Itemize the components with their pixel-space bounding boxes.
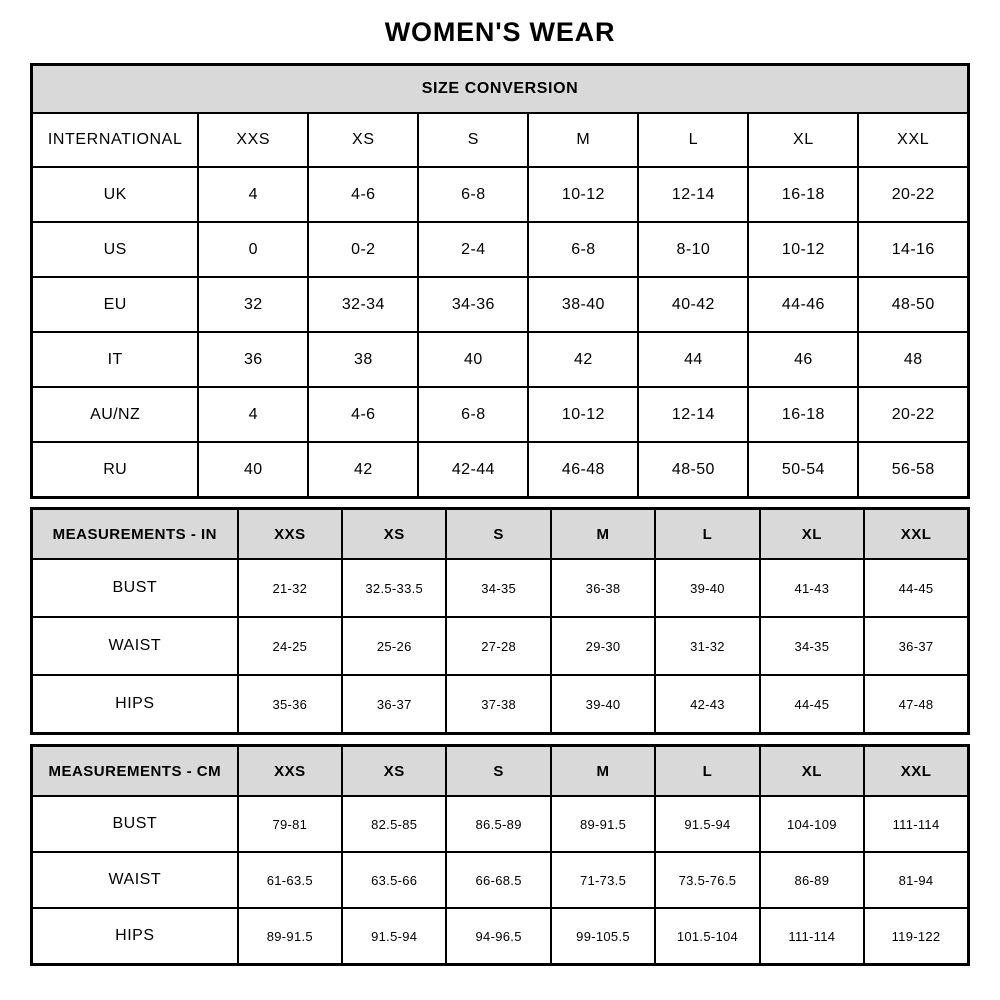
value-cell: 34-35 — [760, 617, 864, 675]
value-cell: 48-50 — [638, 442, 748, 498]
column-header-row — [32, 746, 969, 797]
value-cell: 8-10 — [638, 222, 748, 277]
value-cell: 111-114 — [760, 908, 864, 965]
value-cell: 99-105.5 — [551, 908, 655, 965]
value-cell: 25-26 — [342, 617, 446, 675]
value-cell: 4 — [198, 387, 308, 442]
row-label: IT — [32, 332, 199, 387]
value-cell: 10-12 — [528, 167, 638, 222]
size-column-header: L — [655, 746, 759, 797]
value-cell: 39-40 — [655, 559, 759, 617]
size-column-header: XL — [760, 509, 864, 560]
value-cell: 36-37 — [342, 675, 446, 734]
table-row — [32, 617, 969, 675]
row-label: WAIST — [32, 852, 238, 908]
value-cell: 4-6 — [308, 167, 418, 222]
row-label: US — [32, 222, 199, 277]
column-header-row — [32, 113, 969, 167]
value-cell: 44-45 — [760, 675, 864, 734]
value-cell: 14-16 — [858, 222, 968, 277]
value-cell: 66-68.5 — [446, 852, 550, 908]
size-column-header: XS — [342, 746, 446, 797]
value-cell: 61-63.5 — [238, 852, 342, 908]
value-cell: 12-14 — [638, 167, 748, 222]
value-cell: 4-6 — [308, 387, 418, 442]
column-header-row — [32, 509, 969, 560]
value-cell: 40 — [418, 332, 528, 387]
page-title: WOMEN'S WEAR — [384, 17, 616, 47]
value-cell: 89-91.5 — [551, 796, 655, 852]
value-cell: 91.5-94 — [342, 908, 446, 965]
value-cell: 34-36 — [418, 277, 528, 332]
table-row — [32, 167, 969, 222]
size-column-header: XXL — [864, 509, 968, 560]
size-column-header: XXL — [858, 113, 968, 167]
value-cell: 6-8 — [418, 167, 528, 222]
value-cell: 104-109 — [760, 796, 864, 852]
value-cell: 27-28 — [446, 617, 550, 675]
value-cell: 63.5-66 — [342, 852, 446, 908]
value-cell: 56-58 — [858, 442, 968, 498]
value-cell: 38 — [308, 332, 418, 387]
value-cell: 44-45 — [864, 559, 968, 617]
value-cell: 32-34 — [308, 277, 418, 332]
value-cell: 119-122 — [864, 908, 968, 965]
value-cell: 46-48 — [528, 442, 638, 498]
table-banner-row — [32, 65, 969, 114]
value-cell: 0 — [198, 222, 308, 277]
value-cell: 89-91.5 — [238, 908, 342, 965]
row-label: HIPS — [32, 908, 238, 965]
table-row — [32, 332, 969, 387]
size-column-header: M — [551, 509, 655, 560]
value-cell: 36-38 — [551, 559, 655, 617]
value-cell: 0-2 — [308, 222, 418, 277]
size-column-header: S — [446, 746, 550, 797]
value-cell: 29-30 — [551, 617, 655, 675]
value-cell: 38-40 — [528, 277, 638, 332]
value-cell: 82.5-85 — [342, 796, 446, 852]
row-label: BUST — [32, 559, 238, 617]
value-cell: 20-22 — [858, 387, 968, 442]
table-row — [32, 852, 969, 908]
value-cell: 111-114 — [864, 796, 968, 852]
table-row — [32, 675, 969, 734]
value-cell: 40-42 — [638, 277, 748, 332]
value-cell: 50-54 — [748, 442, 858, 498]
size-conversion-table — [30, 63, 970, 499]
size-column-header: L — [638, 113, 748, 167]
value-cell: 36 — [198, 332, 308, 387]
row-label: AU/NZ — [32, 387, 199, 442]
size-column-header: L — [655, 509, 759, 560]
row-label-column-header: MEASUREMENTS - IN — [32, 509, 238, 560]
value-cell: 42-44 — [418, 442, 528, 498]
measurements-in-table — [30, 507, 970, 735]
size-column-header: XXL — [864, 746, 968, 797]
size-column-header: S — [418, 113, 528, 167]
size-column-header: XS — [342, 509, 446, 560]
value-cell: 10-12 — [748, 222, 858, 277]
value-cell: 42-43 — [655, 675, 759, 734]
size-column-header: XXS — [238, 509, 342, 560]
size-column-header: XXS — [198, 113, 308, 167]
value-cell: 46 — [748, 332, 858, 387]
value-cell: 16-18 — [748, 387, 858, 442]
value-cell: 34-35 — [446, 559, 550, 617]
value-cell: 91.5-94 — [655, 796, 759, 852]
value-cell: 39-40 — [551, 675, 655, 734]
table-row — [32, 277, 969, 332]
value-cell: 16-18 — [748, 167, 858, 222]
value-cell: 10-12 — [528, 387, 638, 442]
size-column-header: S — [446, 509, 550, 560]
value-cell: 4 — [198, 167, 308, 222]
measurements-cm-table — [30, 744, 970, 966]
value-cell: 47-48 — [864, 675, 968, 734]
row-label: HIPS — [32, 675, 238, 734]
value-cell: 44 — [638, 332, 748, 387]
table-row — [32, 387, 969, 442]
value-cell: 73.5-76.5 — [655, 852, 759, 908]
table-row — [32, 908, 969, 965]
row-label: BUST — [32, 796, 238, 852]
size-column-header: XL — [760, 746, 864, 797]
row-label-column-header: MEASUREMENTS - CM — [32, 746, 238, 797]
size-column-header: M — [528, 113, 638, 167]
value-cell: 32.5-33.5 — [342, 559, 446, 617]
value-cell: 81-94 — [864, 852, 968, 908]
table-row — [32, 442, 969, 498]
value-cell: 6-8 — [418, 387, 528, 442]
value-cell: 86.5-89 — [446, 796, 550, 852]
table-row — [32, 222, 969, 277]
value-cell: 41-43 — [760, 559, 864, 617]
value-cell: 86-89 — [760, 852, 864, 908]
table-row — [32, 796, 969, 852]
value-cell: 20-22 — [858, 167, 968, 222]
value-cell: 79-81 — [238, 796, 342, 852]
row-label-column-header: INTERNATIONAL — [32, 113, 199, 167]
value-cell: 48-50 — [858, 277, 968, 332]
row-label: EU — [32, 277, 199, 332]
value-cell: 21-32 — [238, 559, 342, 617]
size-column-header: XS — [308, 113, 418, 167]
value-cell: 31-32 — [655, 617, 759, 675]
value-cell: 48 — [858, 332, 968, 387]
value-cell: 36-37 — [864, 617, 968, 675]
value-cell: 44-46 — [748, 277, 858, 332]
value-cell: 6-8 — [528, 222, 638, 277]
size-column-header: XXS — [238, 746, 342, 797]
value-cell: 12-14 — [638, 387, 748, 442]
value-cell: 2-4 — [418, 222, 528, 277]
value-cell: 37-38 — [446, 675, 550, 734]
value-cell: 101.5-104 — [655, 908, 759, 965]
value-cell: 71-73.5 — [551, 852, 655, 908]
size-column-header: XL — [748, 113, 858, 167]
row-label: WAIST — [32, 617, 238, 675]
table-row — [32, 559, 969, 617]
row-label: UK — [32, 167, 199, 222]
size-column-header: M — [551, 746, 655, 797]
size-conversion-banner: SIZE CONVERSION — [32, 65, 969, 114]
row-label: RU — [32, 442, 199, 498]
value-cell: 32 — [198, 277, 308, 332]
value-cell: 42 — [528, 332, 638, 387]
value-cell: 42 — [308, 442, 418, 498]
value-cell: 24-25 — [238, 617, 342, 675]
value-cell: 94-96.5 — [446, 908, 550, 965]
value-cell: 40 — [198, 442, 308, 498]
value-cell: 35-36 — [238, 675, 342, 734]
